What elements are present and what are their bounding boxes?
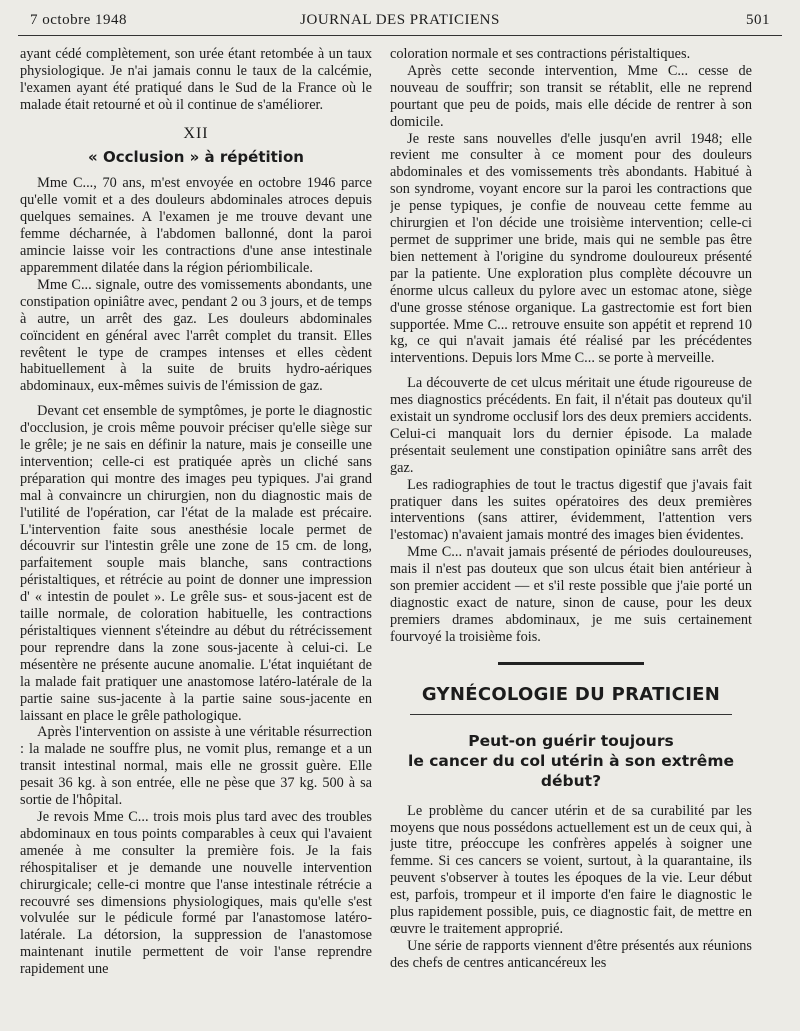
right-column — [390, 46, 752, 1018]
article-title — [390, 731, 752, 791]
left-column — [20, 46, 372, 1018]
paragraph: Mme C... n'avait jamais présenté de périodes douloureuses, mais il n'est pas douteux que son ulcus était bien antérieur à son premier accident — et s'il reste possible que j'aie porté un diagnostic exact de nature, sinon de cause, pour les deux premiers drames abdominaux, je me suis certainement fourvoyé la troisième fois. — [390, 544, 752, 645]
section-ornament — [498, 662, 644, 665]
paragraph: Après cette seconde intervention, Mme C... cesse de nouveau de souffrir; son transit se rétablit, elle ne reprend pourtant que peu de poids, mais elle décide de rentrer à son domicile. — [390, 62, 752, 130]
paragraph: Les radiographies de tout le tractus digestif que j'avais fait pratiquer dans les suites opératoires des deux premières interventions (sans attirer, évidemment, l'attention vers l'estomac) n'avaient jamais montré des images bien évidentes. — [390, 476, 752, 544]
issue-date: 7 octobre 1948 — [30, 12, 127, 28]
header-rule — [18, 35, 782, 36]
rubric-title: GYNÉCOLOGIE DU PRATICIEN — [421, 683, 721, 705]
paragraph: Une série de rapports viennent d'être présentés aux réunions des chefs de centres anticancéreux les — [390, 937, 752, 971]
section-number: XII — [183, 124, 209, 142]
paragraph: Le problème du cancer utérin et de sa curabilité par les moyens que nous possédons actuellement est un de ceux qui, à juste titre, préoccupe les confrères appelés à soigner une femme. Si ces cancers se voient, surtout, à la quarantaine, ils peuvent s'observer à toutes les époques de la vie. Leur début est, parfois, trompeur et il importe d'en faire le diagnostic le plus rapidement possible, puis, ce diagnostic fait, de mettre en œuvre le traitement approprié. — [390, 802, 752, 937]
intro-paragraph: ayant cédé complètement, son urée étant retombée à un taux physiologique. Je n'ai jamais connu le taux de la calcémie, l'examen ayant été pratiqué dans le Sud de la France où le malade était retourné et où il continue de s'améliorer. — [20, 46, 372, 113]
paragraph: La découverte de cet ulcus méritait une étude rigoureuse de mes diagnostics précédents. En fait, il n'était pas douteux qu'il existait un syndrome occlusif lors des deux premiers accidents. Celui-ci manquait lors du dernier épisode. La malade présentait seulement une constipation opiniâtre sans arrêt des gaz. — [390, 375, 752, 476]
page-number: 501 — [746, 12, 770, 28]
paragraph: Après l'intervention on assiste à une véritable résurrection : la malade ne souffre plus, ne vomit plus, remange et a un transit intestinal normal, mais elle ne grossit guère. Elle pesait 36 kg. à son entrée, elle ne pèse que 37 kg. 500 à sa sortie de l'hôpital. — [20, 724, 372, 809]
paragraph: Mme C..., 70 ans, m'est envoyée en octobre 1946 parce qu'elle vomit et a des douleurs abdominales atroces depuis quelques semaines. A l'examen je me trouve devant une femme décharnée, à l'abdomen ballonné, dont la paroi amincie laisse voir les contractions d'une anse intestinale apparemment dilatée dans la région périombilicale. — [20, 175, 372, 276]
paragraph: Je revois Mme C... trois mois plus tard avec des troubles abdominaux en tous points comparables à ceux qui l'avaient amenée à me consulter la première fois. Je la fais réhospitaliser et je demande une nouvelle intervention chirurgicale; celle-ci montre que l'anse intestinale rétrécie a recouvré ses dimensions physiologiques, mais qu'elle s'est volvulée sur le pédicule formé par l'anastomose latéro-latérale. La détorsion, la suppression de l'anastomose maintenant inutile permettent de voir l'anse reprendre rapidement une — [20, 808, 372, 978]
paragraph: Mme C... signale, outre des vomissements abondants, une constipation opiniâtre avec, pendant 2 ou 3 jours, et de temps à autre, un arrêt des gaz. Les douleurs abdominales coïncident en général avec l'arrêt complet du transit. Elles revêtent le type de crampes intenses et elles cèdent habituellement à la suite de bruits hydro-aériques abdominaux, eux-mêmes suivis de l'émission de gaz. — [20, 276, 372, 395]
paragraph: coloration normale et ses contractions péristaltiques. — [390, 46, 691, 62]
article-title-line: Peut-on guérir toujours — [468, 731, 674, 750]
journal-name: JOURNAL DES PRATICIENS — [300, 12, 500, 28]
running-header — [30, 12, 770, 34]
rubric-rule — [410, 714, 732, 715]
paragraph: Devant cet ensemble de symptômes, je porte le diagnostic d'occlusion, je crois même pouvoir préciser qu'elle siège sur le grêle; je ne sais en définir la nature, mais je conseille une intervention; celle-ci est pratiquée après un cliché sans préparation qui montre des images peu typiques. J'ai grand mal à convaincre un chirurgien, non du diagnostic mais de l'utilité de l'opération, car l'état de la malade est précaire. L'intervention faite sous anesthésie locale permet de découvrir sur l'intestin grêle une zone de 15 cm. de long, parfaitement souple mais blanche, sans contractions péristaltiques, et rétrécie au point de donner une impression d' « intestin de poulet ». Le grêle sus- et sous-jacent est de taille normale, de coloration habituelle, les contractions péristaltiques viennent s'éteindre au début du rétrécissement pour reprendre dans la zone sous-jacente à celui-ci. Le mésentère ne présente aucune anomalie. L'état inquiétant de la malade fait pratiquer une anastomose latéro-latérale de la partie saine sus-jacente à la partie saine sous-jacente en laissant en place le grêle pathologique. — [20, 403, 372, 724]
article-title-line: le cancer du col utérin à son extrême début? — [408, 751, 734, 790]
section-title: « Occlusion » à répétition — [88, 147, 304, 166]
paragraph: Je reste sans nouvelles d'elle jusqu'en avril 1948; elle revient me consulter à ce moment pour des douleurs abdominales et des vomissements très abondants. Habitué à son syndrome, voyant encore sur la paroi les contractions que je pense typiques, je confie de nouveau cette femme au chirurgien et l'on décide une troisième intervention; celle-ci permet de supprimer une bride, mais qui ne semble pas être bien nettement à l'origine du syndrome douloureux présenté par la patiente. Une exploration plus complète découvre un énorme ulcus calleux du pylore avec un estomac atone, siège d'une grosse sténose organique. La gastrectomie est fort bien supportée. Mme C... retrouve ensuite son appétit et reprend 10 kg, ce qui n'avait jamais été réalisé par les précédentes interventions. Depuis lors Mme C... se porte à merveille. — [390, 130, 752, 367]
